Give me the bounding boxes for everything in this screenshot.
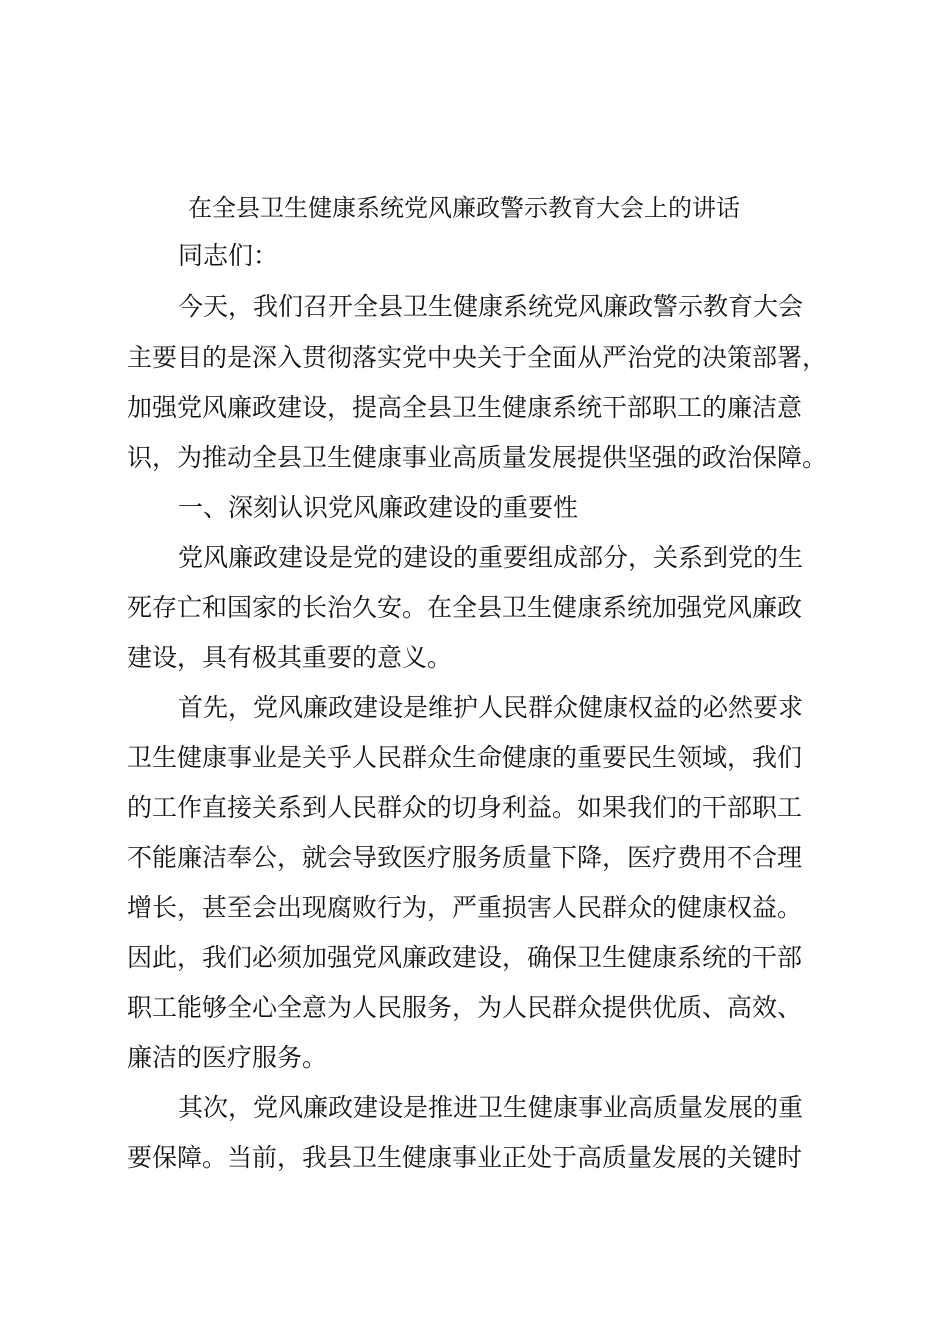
salutation: 同志们： <box>178 241 279 270</box>
paragraph-line: 其次，党风廉政建设是推进卫生健康事业高质量发展的重 <box>178 1093 804 1122</box>
paragraph-line: 今天，我们召开全县卫生健康系统党风廉政警示教育大会 <box>178 292 804 321</box>
paragraph-line: 死存亡和国家的长治久安。在全县卫生健康系统加强党风廉政 <box>127 593 803 622</box>
paragraph-line: 卫生健康事业是关乎人民群众生命健康的重要民生领域，我们 <box>127 743 803 772</box>
paragraph-line: 因此，我们必须加强党风廉政建设，确保卫生健康系统的干部 <box>127 943 803 972</box>
paragraph-line: 增长，甚至会出现腐败行为，严重损害人民群众的健康权益。 <box>127 893 803 922</box>
paragraph-line: 识，为推动全县卫生健康事业高质量发展提供坚强的政治保障。 <box>127 443 828 472</box>
document-title: 在全县卫生健康系统党风廉政警示教育大会上的讲话 <box>188 194 740 222</box>
paragraph-line: 要保障。当前，我县卫生健康事业正处于高质量发展的关键时 <box>127 1143 803 1172</box>
paragraph-line: 主要目的是深入贯彻落实党中央关于全面从严治党的决策部署， <box>127 343 828 372</box>
paragraph-line: 廉洁的医疗服务。 <box>127 1043 328 1072</box>
paragraph-line: 党风廉政建设是党的建设的重要组成部分，关系到党的生 <box>178 543 804 572</box>
paragraph-line: 加强党风廉政建设，提高全县卫生健康系统干部职工的廉洁意 <box>127 393 803 422</box>
paragraph-line: 的工作直接关系到人民群众的切身利益。如果我们的干部职工 <box>127 793 803 822</box>
paragraph-line: 首先，党风廉政建设是维护人民群众健康权益的必然要求 <box>178 693 804 722</box>
paragraph-line: 职工能够全心全意为人民服务，为人民群众提供优质、高效、 <box>127 993 803 1022</box>
section-heading: 一、深刻认识党风廉政建设的重要性 <box>178 493 579 522</box>
paragraph-line: 建设，具有极其重要的意义。 <box>127 643 453 672</box>
paragraph-line: 不能廉洁奉公，就会导致医疗服务质量下降，医疗费用不合理 <box>127 843 803 872</box>
